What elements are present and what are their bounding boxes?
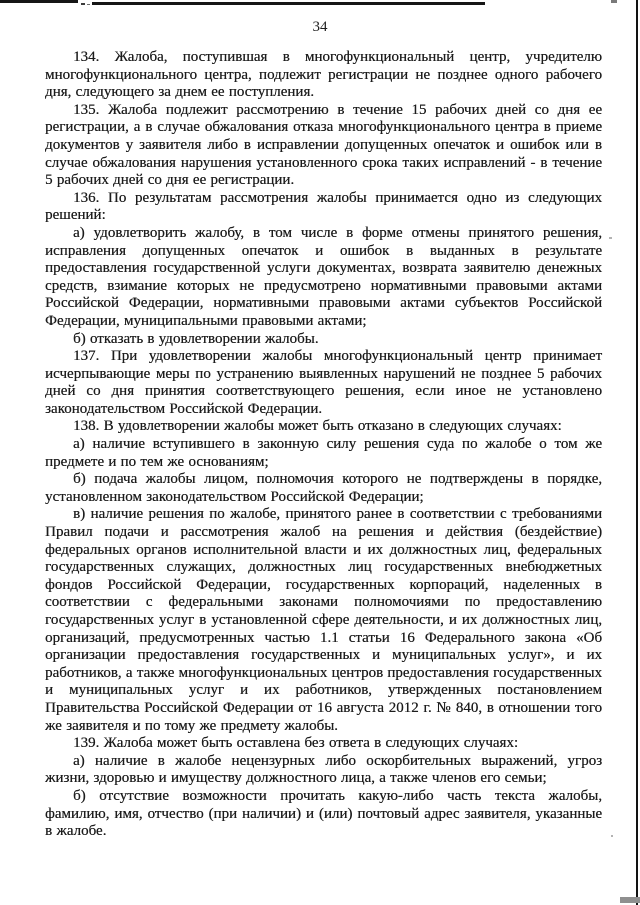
scan-border-top-dash: [87, 4, 90, 5]
scan-speck: [609, 237, 612, 239]
scan-speck: [611, 835, 613, 837]
scan-border-top-left-segment: [0, 0, 78, 3]
paragraph-139-a: а) наличие в жалобе нецензурных либо оскорбительных выражений, угроз жизни, здоровью и имуществу должностного лица, а также членов его семьи;: [45, 752, 602, 787]
scan-border-top-tick: [611, 0, 617, 3]
paragraph-139-b: б) отсутствие возможности прочитать какую-либо часть текста жалобы, фамилию, имя, отчество (при наличии) и (или) почтовый адрес заявителя, указанные в жалобе.: [45, 787, 602, 840]
paragraph-134: 134. Жалоба, поступившая в многофункциональный центр, учредителю многофункционального центра, подлежит регистрации не позднее одного рабочего дня, следующего за днем ее поступления.: [45, 49, 602, 101]
paragraph-135: 135. Жалоба подлежит рассмотрению в течение 15 рабочих дней со дня ее регистрации, а в случае обжалования отказа многофункционального центра в приеме документов у заявителя либо в исправлении допущенных опечаток и ошибок или в случае обжалования нарушения установленного срока таких исправлений - в течение 5 рабочих дней со дня ее регистрации.: [45, 101, 602, 189]
scan-corner-blob: [620, 897, 640, 903]
scan-border-right-line: [636, 0, 638, 905]
paragraph-137: 137. При удовлетворении жалобы многофункциональный центр принимает исчерпывающие меры по устранению выявленных нарушений не позднее 5 рабочих дней со дня принятия соответствующего решения, если иное не установлено законодательством Российской Федерации.: [45, 348, 602, 417]
paragraph-136-a: а) удовлетворить жалобу, в том числе в форме отмены принятого решения, исправления допущенных опечаток и ошибок в выданных в результате предоставления государственной услуги документах, возврата заявителю денежных средств, взимание которых не предусмотрено нормативными правовыми актами Российской Федерации, нормативными правовыми актами субъектов Российской Федерации, муниципальными правовыми актами;: [45, 224, 602, 329]
paragraph-138-v: в) наличие решения по жалобе, принятого ранее в соответствии с требованиями Правил подачи и рассмотрения жалоб на решения и действия (бездействие) федеральных органов исполнительной власти и их должностных лиц, федеральных государственных служащих, должностных лиц государственных внебюджетных фондов Российской Федерации, государственных корпораций, наделенных в соответствии с федеральными законами полномочиями по предоставлению государственных услуг в установленной сфере деятельности, и их должностных лиц, организаций, предусмотренных частью 1.1 статьи 16 Федерального закона «Об организации предоставления государственных и муниципальных услуг», и их работников, а также многофункциональных центров предоставления государственных и муниципальных услуг и их работников, утвержденных постановлением Правительства Российской Федерации от 16 августа 2012 г. № 840, в отношении того же заявителя и по тому же предмету жалобы.: [45, 506, 603, 734]
paragraph-136: 136. По результатам рассмотрения жалобы принимается одно из следующих решений:: [45, 189, 602, 224]
paragraph-139: 139. Жалоба может быть оставлена без ответа в следующих случаях:: [73, 735, 518, 752]
paragraph-138-a: а) наличие вступившего в законную силу решения суда по жалобе о том же предмете и по тем же основаниям;: [45, 436, 602, 470]
scan-border-top-main-segment: [92, 2, 485, 5]
paragraph-138-b: б) подача жалобы лицом, полномочия которого не подтверждены в порядке, установленном законодательством Российской Федерации;: [45, 471, 602, 505]
paragraph-138: 138. В удовлетворении жалобы может быть отказано в следующих случаях:: [73, 418, 562, 435]
paragraph-136-b: б) отказать в удовлетворении жалобы.: [73, 330, 319, 347]
document-body: [45, 49, 602, 841]
scan-border-top-dash: [81, 3, 85, 5]
page-number: 34: [312, 19, 328, 35]
